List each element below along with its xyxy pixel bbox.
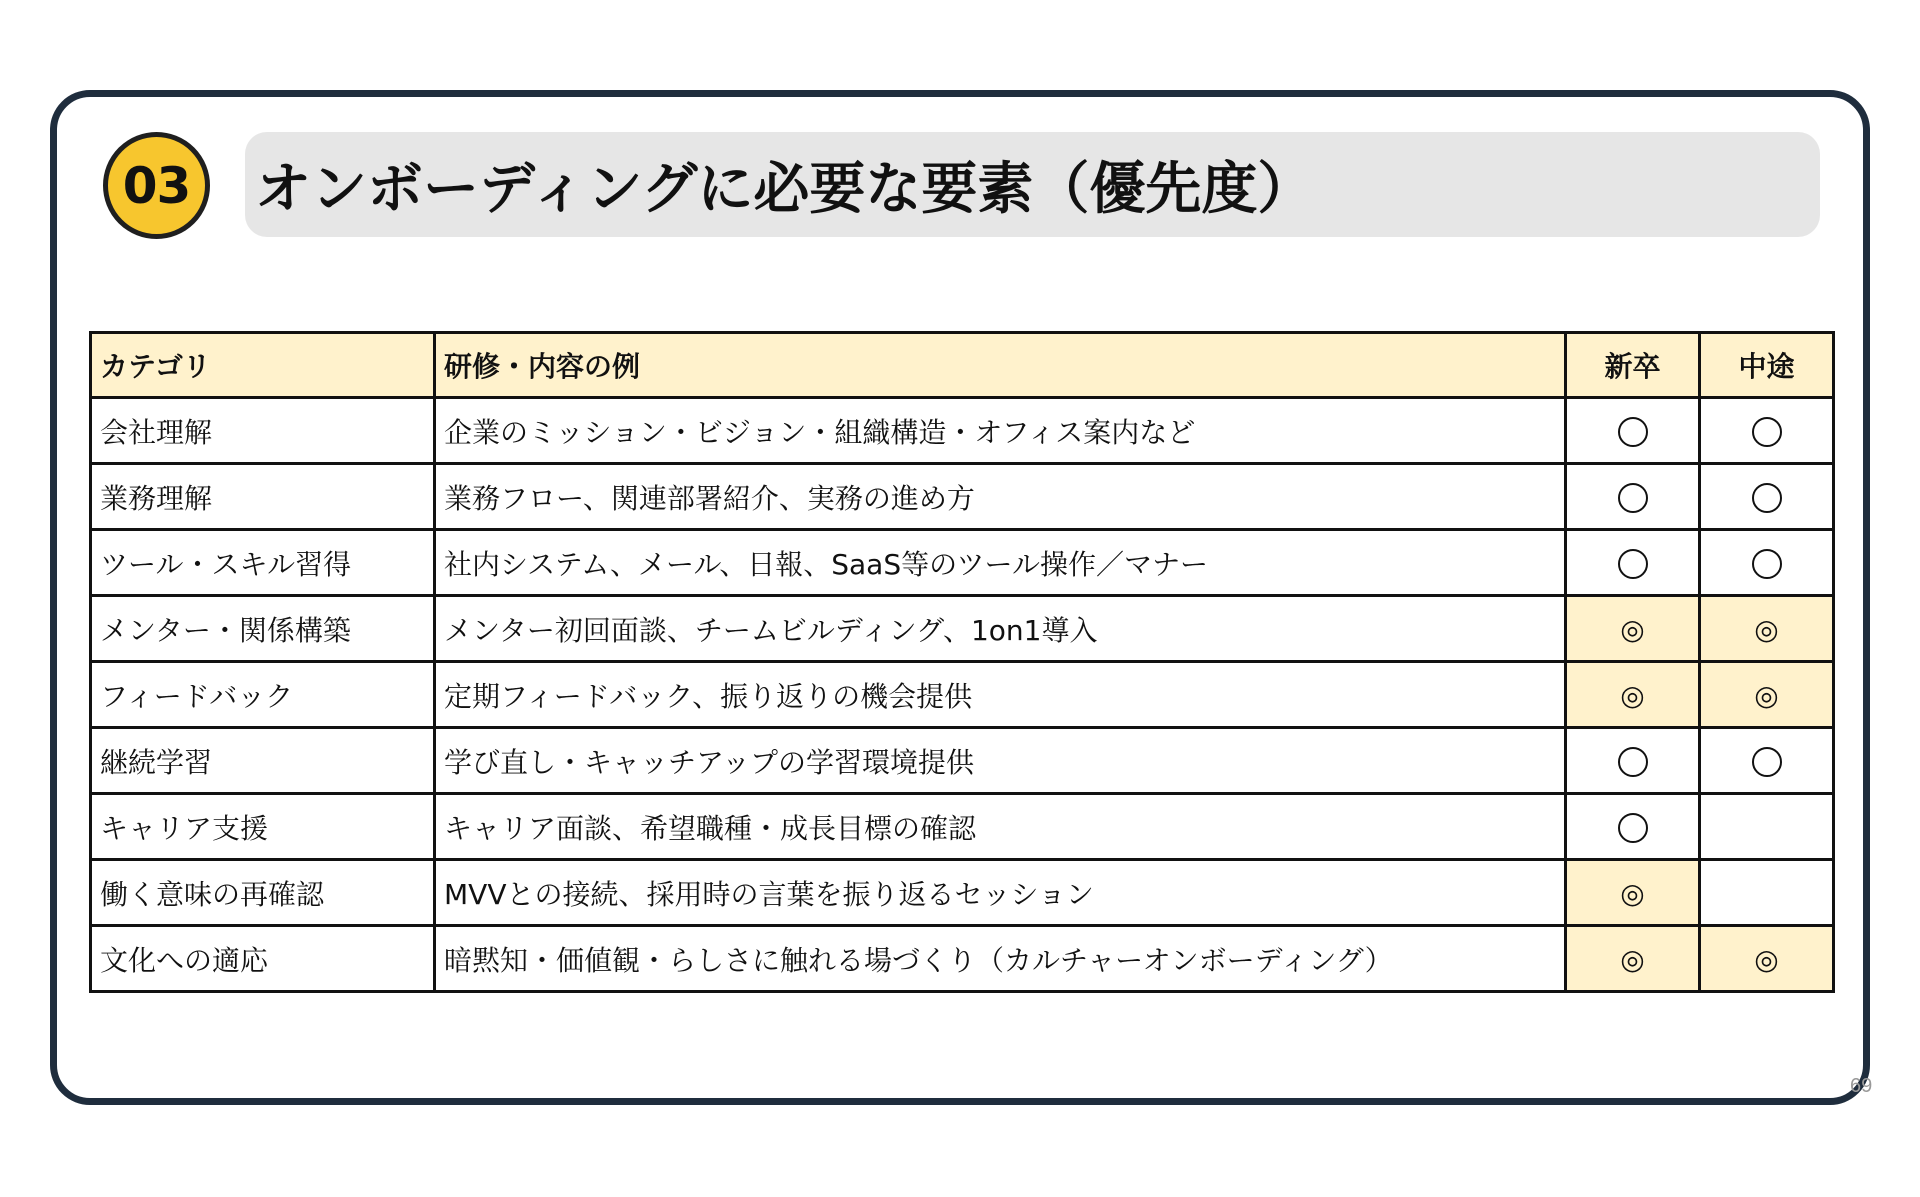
circle-mark <box>1618 549 1648 579</box>
cell-new-grad <box>1566 860 1700 926</box>
cell-content: 学び直し・キャッチアップの学習環境提供 <box>435 728 1566 794</box>
cell-category: メンター・関係構築 <box>91 596 435 662</box>
circle-mark <box>1618 747 1648 777</box>
table-row <box>91 464 1834 530</box>
circle-mark <box>1618 417 1648 447</box>
cell-mid-career <box>1700 926 1834 992</box>
circle-mark <box>1752 483 1782 513</box>
cell-new-grad <box>1566 728 1700 794</box>
table-row <box>91 662 1834 728</box>
cell-category: フィードバック <box>91 662 435 728</box>
cell-category: 業務理解 <box>91 464 435 530</box>
cell-new-grad <box>1566 464 1700 530</box>
header-new-grad: 新卒 <box>1566 333 1700 398</box>
page-number: 69 <box>1850 1075 1873 1097</box>
table-row <box>91 530 1834 596</box>
table-row <box>91 794 1834 860</box>
table-row <box>91 860 1834 926</box>
cell-mid-career <box>1700 662 1834 728</box>
circle-mark <box>1618 813 1648 843</box>
cell-content: 定期フィードバック、振り返りの機会提供 <box>435 662 1566 728</box>
header-category: カテゴリ <box>91 333 435 398</box>
cell-content: 暗黙知・価値観・らしさに触れる場づくり（カルチャーオンボーディング） <box>435 926 1566 992</box>
cell-mid-career <box>1700 398 1834 464</box>
cell-new-grad <box>1566 530 1700 596</box>
circle-mark <box>1752 549 1782 579</box>
cell-mid-career <box>1700 860 1834 926</box>
double-circle-mark: ◎ <box>1754 679 1779 712</box>
cell-new-grad <box>1566 794 1700 860</box>
cell-content: キャリア面談、希望職種・成長目標の確認 <box>435 794 1566 860</box>
cell-mid-career <box>1700 794 1834 860</box>
double-circle-mark: ◎ <box>1754 943 1779 976</box>
cell-category: キャリア支援 <box>91 794 435 860</box>
slide-title: オンボーディングに必要な要素（優先度） <box>255 156 1314 222</box>
cell-category: ツール・スキル習得 <box>91 530 435 596</box>
cell-mid-career <box>1700 530 1834 596</box>
title-bar <box>245 132 1820 237</box>
section-number-badge: 03 <box>103 132 210 239</box>
circle-mark <box>1618 483 1648 513</box>
cell-new-grad <box>1566 662 1700 728</box>
double-circle-mark: ◎ <box>1754 613 1779 646</box>
table-row <box>91 398 1834 464</box>
header-mid-career: 中途 <box>1700 333 1834 398</box>
cell-content: メンター初回面談、チームビルディング、1on1導入 <box>435 596 1566 662</box>
cell-category: 継続学習 <box>91 728 435 794</box>
cell-new-grad <box>1566 596 1700 662</box>
table-row <box>91 728 1834 794</box>
double-circle-mark: ◎ <box>1620 613 1645 646</box>
cell-category: 働く意味の再確認 <box>91 860 435 926</box>
cell-mid-career <box>1700 464 1834 530</box>
cell-content: 企業のミッション・ビジョン・組織構造・オフィス案内など <box>435 398 1566 464</box>
circle-mark <box>1752 747 1782 777</box>
cell-new-grad <box>1566 398 1700 464</box>
cell-mid-career <box>1700 728 1834 794</box>
circle-mark <box>1752 417 1782 447</box>
onboarding-elements-table <box>89 331 1835 993</box>
table-row <box>91 596 1834 662</box>
cell-content: 業務フロー、関連部署紹介、実務の進め方 <box>435 464 1566 530</box>
double-circle-mark: ◎ <box>1620 943 1645 976</box>
double-circle-mark: ◎ <box>1620 877 1645 910</box>
cell-content: MVVとの接続、採用時の言葉を振り返るセッション <box>435 860 1566 926</box>
double-circle-mark: ◎ <box>1620 679 1645 712</box>
header-content: 研修・内容の例 <box>435 333 1566 398</box>
cell-mid-career <box>1700 596 1834 662</box>
cell-category: 文化への適応 <box>91 926 435 992</box>
cell-content: 社内システム、メール、日報、SaaS等のツール操作／マナー <box>435 530 1566 596</box>
cell-category: 会社理解 <box>91 398 435 464</box>
table-header-row <box>91 333 1834 398</box>
cell-new-grad <box>1566 926 1700 992</box>
table-row <box>91 926 1834 992</box>
